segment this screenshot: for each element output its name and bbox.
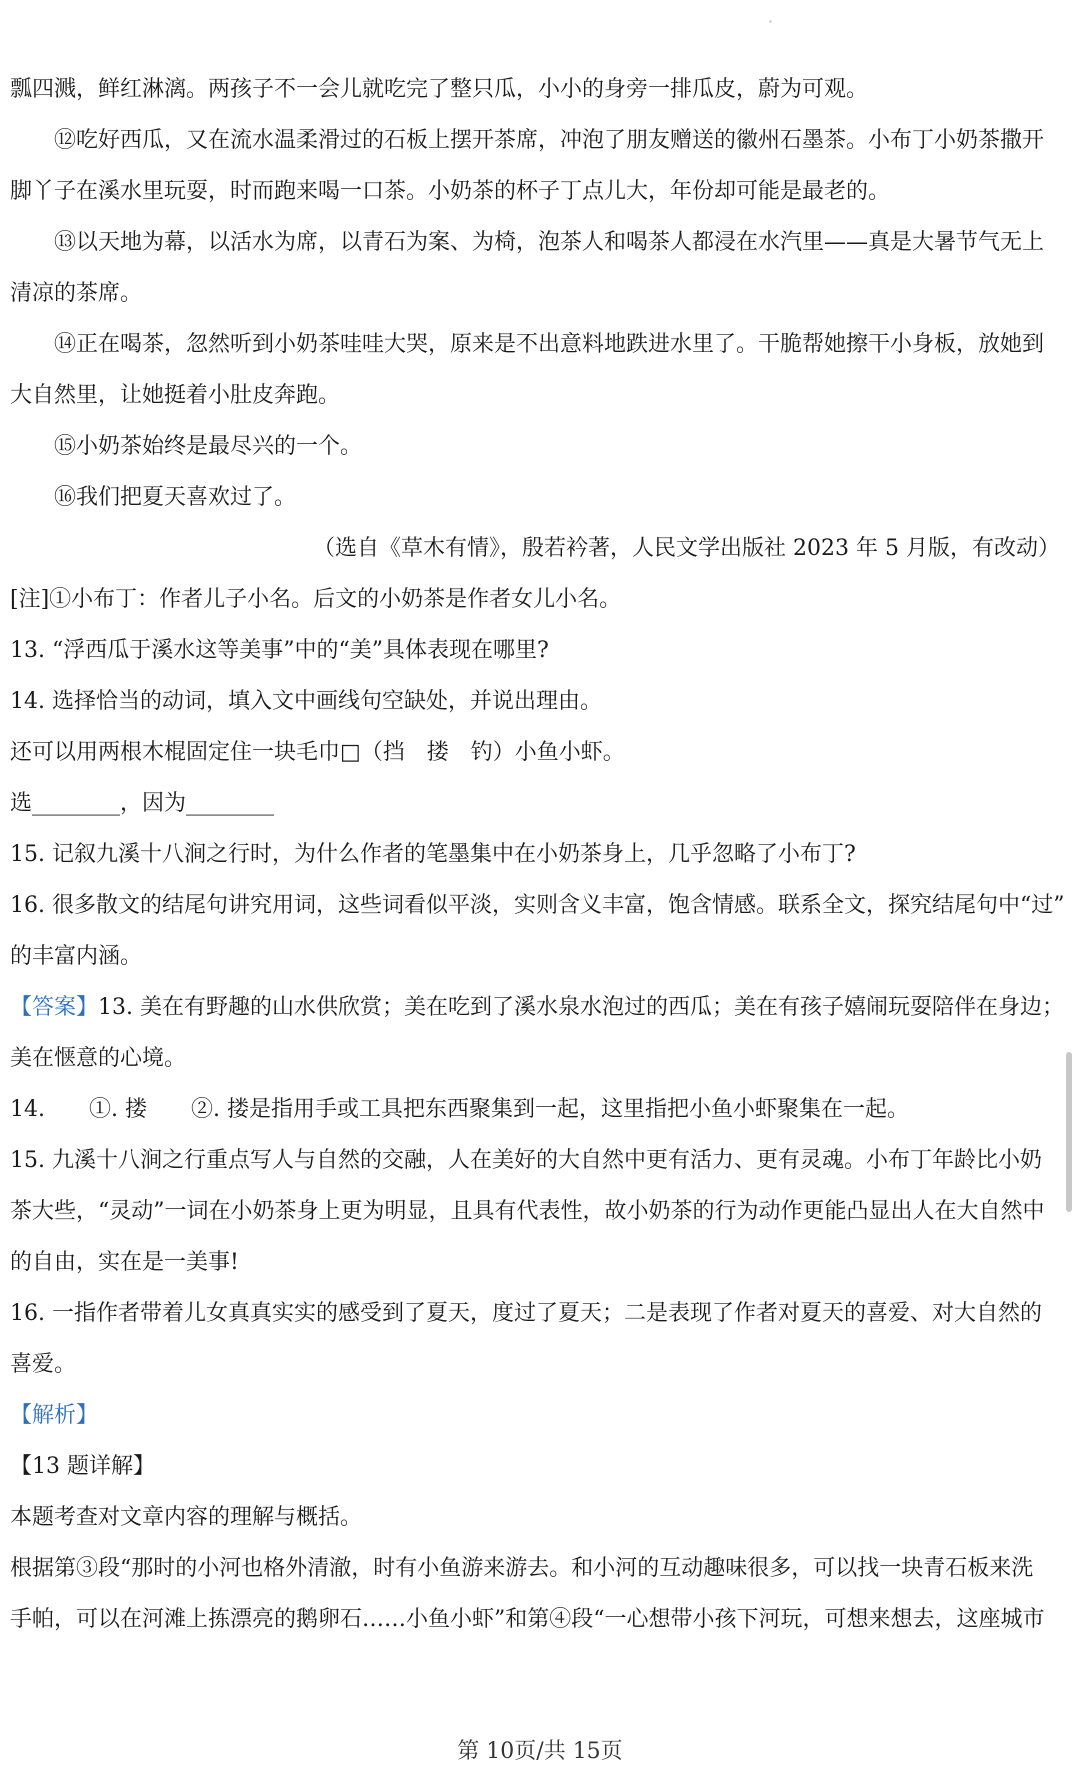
text-line: 本题考查对文章内容的理解与概括。 bbox=[10, 1505, 363, 1530]
text-line: 根据第③段“那时的小河也格外清澈，时有小鱼游来游去。和小河的互动趣味很多，可以找一块青石板来洗 bbox=[10, 1556, 1034, 1581]
paragraph-13-line: ⑬以天地为幕，以活水为席，以青石为案、为椅，泡茶人和喝茶人都浸在水汽里——真是大暑节气无上 bbox=[54, 230, 1045, 255]
paragraph-14-line: ⑭正在喝茶，忽然听到小奶茶哇哇大哭，原来是不出意料地跌进水里了。干脆帮她擦干小身板，放她到 bbox=[54, 332, 1045, 357]
text-line: 手帕，可以在河滩上拣漂亮的鹅卵石……小鱼小虾”和第④段“一心想带小孩下河玩，可想来想去，这座城市 bbox=[10, 1607, 1045, 1632]
text-line: 大自然里，让她挺着小肚皮奔跑。 bbox=[10, 383, 341, 408]
footnote: [注]①小布丁：作者儿子小名。后文的小奶茶是作者女儿小名。 bbox=[10, 587, 622, 612]
text-line: 喜爱。 bbox=[10, 1352, 77, 1377]
text-line: 脚丫子在溪水里玩耍，时而跑来喝一口茶。小奶茶的杯子丁点儿大，年份却可能是最老的。 bbox=[10, 179, 891, 204]
answer-13 bbox=[10, 982, 1070, 1033]
page-number: 第 10页/共 15页 bbox=[457, 1739, 623, 1764]
answer-14: 14. ①. 搂 ②. 搂是指用手或工具把东西聚集到一起，这里指把小鱼小虾聚集在一起。 bbox=[10, 1097, 909, 1122]
text-line: 的自由，实在是一美事! bbox=[10, 1250, 239, 1275]
text-line: 清凉的茶席。 bbox=[10, 281, 143, 306]
question-13: 13. “浮西瓜于溪水这等美事”中的“美”具体表现在哪里? bbox=[10, 638, 549, 663]
question-14: 14. 选择恰当的动词，填入文中画线句空缺处，并说出理由。 bbox=[10, 689, 602, 714]
text-line: 瓢四溅，鲜红淋漓。两孩子不一会儿就吃完了整只瓜，小小的身旁一排瓜皮，蔚为可观。 bbox=[10, 77, 869, 102]
answer-13-text: 13. 美在有野趣的山水供欣赏；美在吃到了溪水泉水泡过的西瓜；美在有孩子嬉闹玩耍陪伴在身边； bbox=[98, 995, 1064, 1020]
analysis-tag: 【解析】 bbox=[10, 1403, 99, 1428]
answer-tag: 【答案】 bbox=[10, 995, 99, 1020]
decorative-dot bbox=[769, 20, 772, 23]
answer-15: 15. 九溪十八涧之行重点写人与自然的交融，人在美好的大自然中更有活力、更有灵魂。小布丁年龄比小奶 bbox=[10, 1148, 1042, 1173]
answer-16: 16. 一指作者带着儿女真真实实的感受到了夏天，度过了夏天；二是表现了作者对夏天的喜爱、对大自然的 bbox=[10, 1301, 1042, 1326]
question-15: 15. 记叙九溪十八涧之行时，为什么作者的笔墨集中在小奶茶身上，几乎忽略了小布丁? bbox=[10, 842, 856, 867]
detail-13-heading: 【13 题详解】 bbox=[10, 1454, 155, 1479]
paragraph-12-line: ⑫吃好西瓜，又在流水温柔滑过的石板上摆开茶席，冲泡了朋友赠送的徽州石墨茶。小布丁小奶茶撒开 bbox=[54, 128, 1045, 153]
question-14-blank: 选________，因为________ bbox=[10, 791, 275, 816]
text-line: 的丰富内涵。 bbox=[10, 944, 143, 969]
text-line: 美在惬意的心境。 bbox=[10, 1046, 187, 1071]
text-line: 茶大些，“灵动”一词在小奶茶身上更为明显，且具有代表性，故小奶茶的行为动作更能凸显出人在大自然中 bbox=[10, 1199, 1045, 1224]
paragraph-15-line: ⑮小奶茶始终是最尽兴的一个。 bbox=[54, 434, 363, 459]
document-body bbox=[10, 64, 1070, 1645]
paragraph-16-line: ⑯我们把夏天喜欢过了。 bbox=[54, 485, 297, 510]
question-14-sentence: 还可以用两根木棍固定住一块毛巾□（挡 搂 钓）小鱼小虾。 bbox=[10, 740, 625, 765]
question-16: 16. 很多散文的结尾句讲究用词，这些词看似平淡，实则含义丰富，饱含情感。联系全文，探究结尾句中“过” bbox=[10, 893, 1065, 918]
scrollbar-thumb[interactable] bbox=[1066, 1052, 1072, 1212]
analysis-heading bbox=[10, 1390, 1070, 1441]
source-citation: （选自《草木有情》，殷若衿著，人民文学出版社 2023 年 5 月版，有改动） bbox=[313, 536, 1060, 561]
